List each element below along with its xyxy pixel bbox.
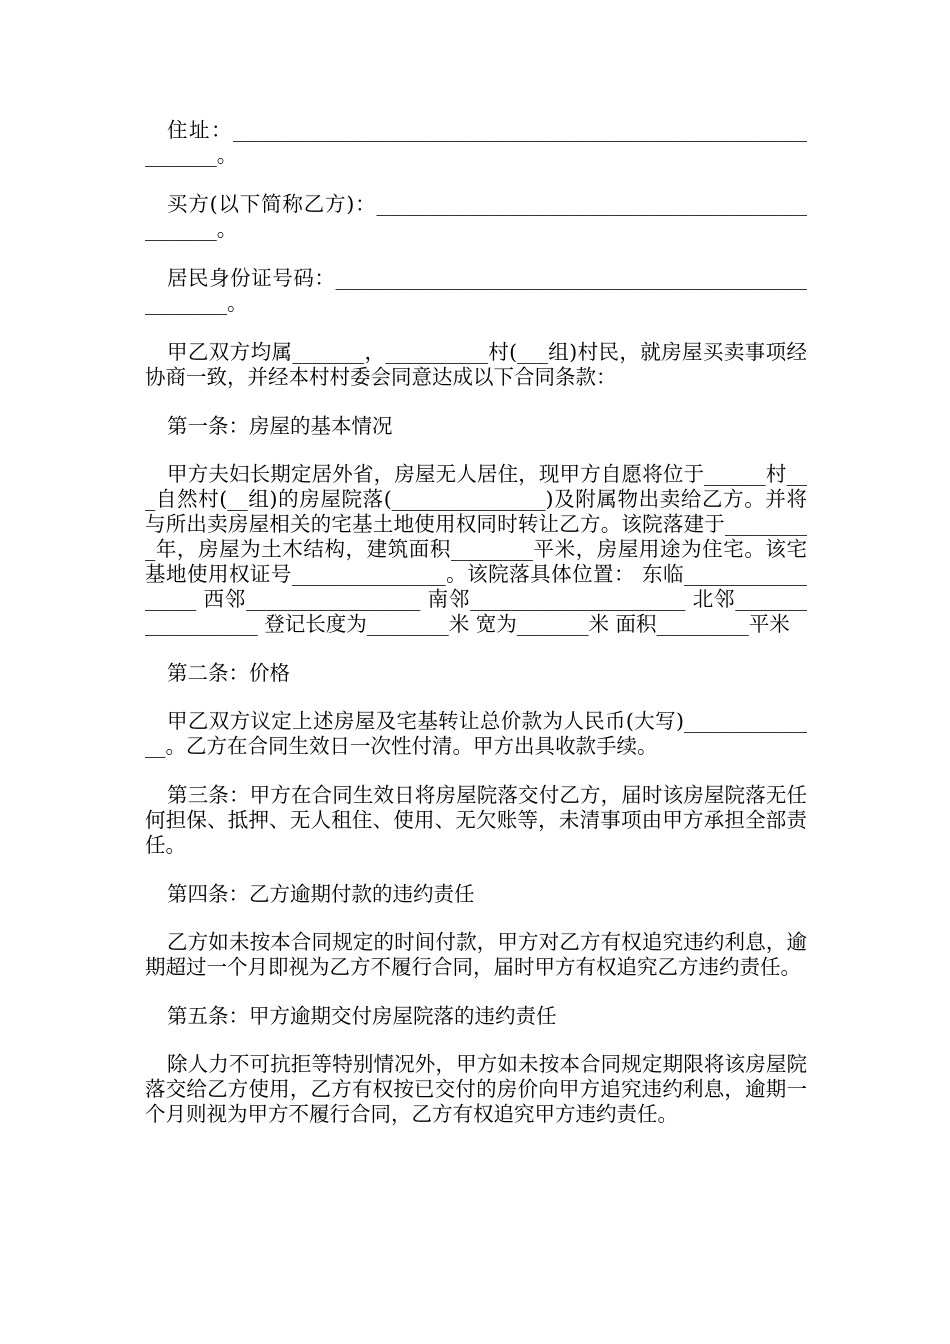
- article-1-heading: 第一条：房屋的基本情况: [167, 414, 393, 438]
- article-2-paragraph: 甲乙双方议定上述房屋及宅基转让总价款为人民币(大写)______________。乙方在合同生效日一次性付清。甲方出具收款手续。: [145, 709, 807, 758]
- article-2-heading: 第二条：价格: [167, 661, 290, 685]
- article-4-paragraph: 乙方如未按本合同规定的时间付款，甲方对乙方有权追究违约利息，逾期超过一个月即视为乙方不履行合同，届时甲方有权追究乙方违约责任。: [145, 930, 807, 979]
- id-number-line: 居民身份证号码：______________________________________________________。: [145, 266, 807, 315]
- address-line: 住址：_______________________________________________________________。: [145, 118, 807, 167]
- contract-page: [145, 118, 807, 1151]
- article-5-paragraph: 除人力不可抗拒等特别情况外，甲方如未按本合同规定期限将该房屋院落交给乙方使用，乙方有权按已交付的房价向甲方追究违约利息，逾期一个月则视为甲方不履行合同，乙方有权追究甲方违约责任。: [145, 1052, 807, 1126]
- intro-paragraph: 甲乙双方均属_______，__________村(___组)村民，就房屋买卖事项经协商一致，并经本村村委会同意达成以下合同条款：: [145, 340, 807, 389]
- buyer-line: 买方(以下简称乙方)：_________________________________________________。: [145, 192, 807, 241]
- article-4-heading: 第四条：乙方逾期付款的违约责任: [167, 882, 475, 906]
- article-1-paragraph: 甲方夫妇长期定居外省，房屋无人居住，现甲方自愿将位于______村___自然村(__组)的房屋院落(_______________)及附属物出卖给乙方。并将与所出卖房屋相关的宅基土地使用权同时转让乙方。该院落建于_________年，房屋为土木结构，建筑面积________平米，房屋用途为住宅。该宅基地使用权证号_______________。该院落具体位置： 东临_________________ 西邻_________________ 南邻_____________________ 北邻__________________ 登记长度为________米 宽为_______米 面积_________平米: [145, 462, 807, 636]
- article-5-heading: 第五条：甲方逾期交付房屋院落的违约责任: [167, 1004, 557, 1028]
- article-3-paragraph: 第三条：甲方在合同生效日将房屋院落交付乙方，届时该房屋院落无任何担保、抵押、无人租住、使用、无欠账等，未清事项由甲方承担全部责任。: [145, 783, 807, 857]
